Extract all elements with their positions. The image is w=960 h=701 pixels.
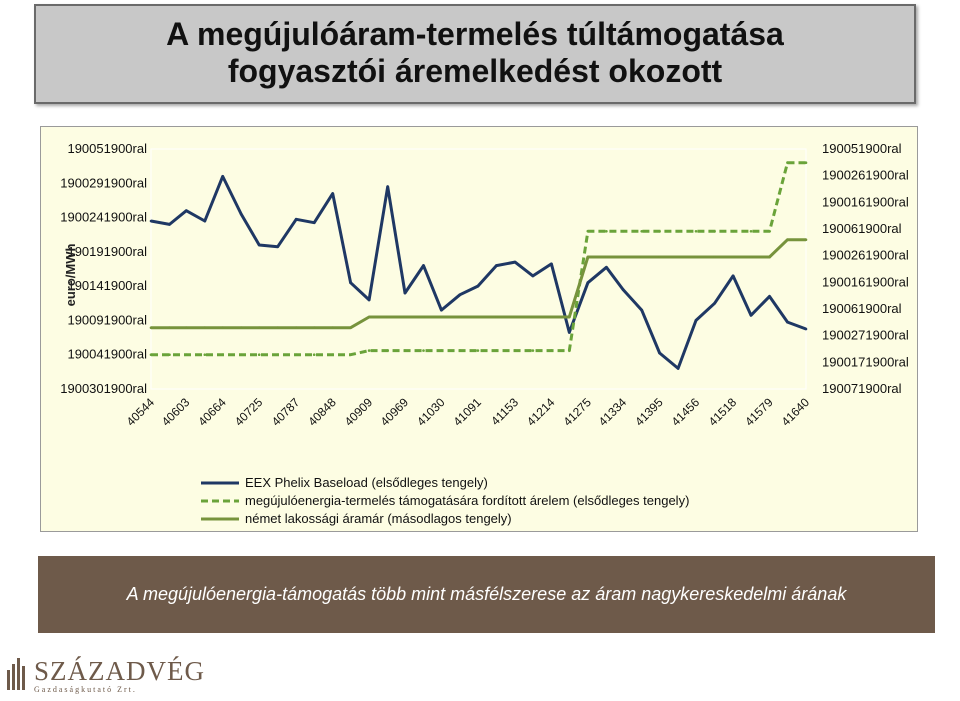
series-2-point xyxy=(532,349,535,352)
series-3-point xyxy=(805,238,808,241)
series-3-point xyxy=(658,256,661,259)
x-tick-label: 41395 xyxy=(632,395,666,429)
series-2-point xyxy=(550,349,553,352)
right-tick-label: 1900171900ral xyxy=(822,354,909,370)
series-3-point xyxy=(368,316,371,319)
series-2-point xyxy=(622,230,625,233)
series-3-point xyxy=(386,316,389,319)
title-box xyxy=(34,4,916,104)
title-line-1: A megújulóáram-termelés túltámogatása xyxy=(166,16,784,52)
series-3-point xyxy=(695,256,698,259)
series-3-point xyxy=(204,326,207,329)
series-3-point xyxy=(422,316,425,319)
series-2-point xyxy=(477,349,480,352)
series-3-point xyxy=(768,256,771,259)
series-1-point xyxy=(605,266,608,269)
series-2-point xyxy=(204,353,207,356)
chart-panel xyxy=(40,126,918,532)
series-3-point xyxy=(331,326,334,329)
series-3-point xyxy=(295,326,298,329)
right-tick-label: 1900271900ral xyxy=(822,327,909,343)
legend-label-3: német lakossági áramár (másodlagos tengely) xyxy=(245,511,512,526)
series-2-point xyxy=(313,353,316,356)
series-3-point xyxy=(587,256,590,259)
left-tick-label: 190091900ral xyxy=(67,312,147,328)
series-1-point xyxy=(204,220,207,223)
y-axis-label: euro/MWh xyxy=(63,243,78,307)
series-1-point xyxy=(386,185,389,188)
line-chart xyxy=(41,127,917,531)
series-1-point xyxy=(568,331,571,334)
series-1-point xyxy=(713,302,716,305)
series-1-point xyxy=(349,281,352,284)
series-1-point xyxy=(276,245,279,248)
series-3-point xyxy=(568,316,571,319)
series-3-point xyxy=(477,316,480,319)
series-2-point xyxy=(768,230,771,233)
page-title xyxy=(36,16,914,90)
series-2-point xyxy=(368,349,371,352)
series-2-point xyxy=(805,161,808,164)
right-tick-label: 190071900ral xyxy=(822,381,902,396)
series-1-point xyxy=(368,299,371,302)
series-2-point xyxy=(331,353,334,356)
series-3-point xyxy=(495,316,498,319)
series-3-point xyxy=(440,316,443,319)
banner-text: A megújulóenergia-támogatás több mint másfélszerese az áram nagykereskedelmi árának xyxy=(126,584,847,604)
left-tick-label: 190141900ral xyxy=(67,278,147,294)
company-logo xyxy=(6,654,206,698)
series-1-point xyxy=(404,292,407,295)
series-3-point xyxy=(150,326,153,329)
series-1-point xyxy=(185,209,188,212)
series-2-point xyxy=(695,230,698,233)
left-tick-label: 1900291900ral xyxy=(60,175,147,191)
series-1-point xyxy=(422,264,425,267)
series-line-1 xyxy=(151,176,806,368)
series-2-point xyxy=(422,349,425,352)
series-2-point xyxy=(240,353,243,356)
series-2-point xyxy=(185,353,188,356)
series-1-point xyxy=(786,321,789,324)
logo-subtitle: Gazdaságkutató Zrt. xyxy=(34,685,137,694)
series-2-point xyxy=(295,353,298,356)
title-line-2: fogyasztói áremelkedést okozott xyxy=(227,53,723,89)
series-1-point xyxy=(622,288,625,291)
series-1-point xyxy=(587,281,590,284)
series-3-point xyxy=(713,256,716,259)
series-2-point xyxy=(605,230,608,233)
series-2-point xyxy=(459,349,462,352)
logo-mark-icon xyxy=(6,656,28,692)
series-1-point xyxy=(168,223,171,226)
left-tick-label: 1900301900ral xyxy=(60,381,147,396)
series-3-point xyxy=(313,326,316,329)
legend-label-2: megújulóenergia-termelés támogatására fordított árelem (elsődleges tengely) xyxy=(245,493,690,508)
x-tick-label: 40909 xyxy=(341,395,376,429)
series-line-2 xyxy=(151,163,806,355)
series-1-point xyxy=(750,314,753,317)
x-tick-label: 41334 xyxy=(595,395,630,429)
series-2-point xyxy=(732,230,735,233)
x-tick-label: 40603 xyxy=(158,395,193,429)
x-tick-label: 41456 xyxy=(668,395,703,429)
conclusion-banner xyxy=(38,556,935,633)
series-3-point xyxy=(349,326,352,329)
series-1-point xyxy=(514,261,517,264)
series-1-point xyxy=(768,295,771,298)
series-3-point xyxy=(459,316,462,319)
series-2-point xyxy=(786,161,789,164)
right-tick-label: 1900261900ral xyxy=(822,167,909,183)
series-2-point xyxy=(349,353,352,356)
legend-label-1: EEX Phelix Baseload (elsődleges tengely) xyxy=(245,475,488,490)
series-2-point xyxy=(750,230,753,233)
series-2-point xyxy=(677,230,680,233)
left-tick-label: 190051900ral xyxy=(67,141,147,156)
series-1-point xyxy=(732,275,735,278)
series-1-point xyxy=(640,309,643,312)
series-1-point xyxy=(677,367,680,370)
series-3-point xyxy=(404,316,407,319)
series-1-point xyxy=(295,218,298,221)
right-tick-label: 190061900ral xyxy=(822,221,902,236)
series-1-point xyxy=(240,213,243,216)
series-3-point xyxy=(786,238,789,241)
series-1-point xyxy=(331,192,334,195)
series-1-point xyxy=(695,319,698,322)
left-tick-label: 1900241900ral xyxy=(60,209,147,225)
right-tick-label: 1900161900ral xyxy=(822,194,909,210)
series-1-point xyxy=(532,275,535,278)
series-2-point xyxy=(640,230,643,233)
series-3-point xyxy=(221,326,224,329)
series-2-point xyxy=(587,230,590,233)
x-tick-label: 41030 xyxy=(414,395,448,429)
series-3-point xyxy=(168,326,171,329)
series-3-point xyxy=(276,326,279,329)
series-1-point xyxy=(221,175,224,178)
x-tick-label: 41640 xyxy=(778,395,813,429)
series-2-point xyxy=(276,353,279,356)
series-2-point xyxy=(568,349,571,352)
series-2-point xyxy=(514,349,517,352)
series-2-point xyxy=(713,230,716,233)
left-tick-label: 190041900ral xyxy=(67,346,147,362)
series-1-point xyxy=(150,220,153,223)
series-1-point xyxy=(313,221,316,224)
series-2-point xyxy=(495,349,498,352)
series-1-point xyxy=(550,263,553,266)
right-tick-label: 190051900ral xyxy=(822,141,902,156)
x-tick-label: 40848 xyxy=(305,395,339,429)
series-3-point xyxy=(514,316,517,319)
series-3-point xyxy=(622,256,625,259)
series-3-point xyxy=(677,256,680,259)
plot-area xyxy=(151,149,806,389)
x-tick-label: 41275 xyxy=(560,395,594,429)
series-3-point xyxy=(185,326,188,329)
series-2-point xyxy=(221,353,224,356)
right-tick-label: 1900261900ral xyxy=(822,247,909,263)
series-1-point xyxy=(805,328,808,331)
series-3-point xyxy=(605,256,608,259)
series-2-point xyxy=(440,349,443,352)
x-tick-label: 41091 xyxy=(450,395,485,429)
series-1-point xyxy=(477,285,480,288)
x-tick-label: 41153 xyxy=(488,395,522,429)
series-2-point xyxy=(258,353,261,356)
series-3-point xyxy=(732,256,735,259)
series-1-point xyxy=(440,309,443,312)
x-tick-label: 40725 xyxy=(231,395,266,429)
series-3-point xyxy=(240,326,243,329)
series-3-point xyxy=(258,326,261,329)
series-1-point xyxy=(495,264,498,267)
series-3-point xyxy=(550,316,553,319)
series-2-point xyxy=(658,230,661,233)
x-tick-label: 41518 xyxy=(705,395,740,429)
series-1-point xyxy=(658,352,661,355)
series-2-point xyxy=(386,349,389,352)
series-3-point xyxy=(750,256,753,259)
right-tick-label: 190061900ral xyxy=(822,301,902,316)
x-tick-label: 41214 xyxy=(524,395,558,429)
x-tick-label: 41579 xyxy=(742,395,776,429)
right-tick-label: 1900161900ral xyxy=(822,274,909,290)
series-3-point xyxy=(532,316,535,319)
series-2-point xyxy=(150,353,153,356)
x-tick-label: 40664 xyxy=(195,395,229,429)
x-tick-label: 40969 xyxy=(377,395,412,429)
x-tick-label: 40544 xyxy=(123,395,158,429)
series-1-point xyxy=(459,293,462,296)
series-1-point xyxy=(258,244,261,247)
series-3-point xyxy=(640,256,643,259)
x-tick-label: 40787 xyxy=(268,395,303,429)
series-2-point xyxy=(404,349,407,352)
series-2-point xyxy=(168,353,171,356)
left-tick-label: 190191900ral xyxy=(67,243,147,259)
logo-name: SZÁZADVÉG xyxy=(34,656,205,686)
